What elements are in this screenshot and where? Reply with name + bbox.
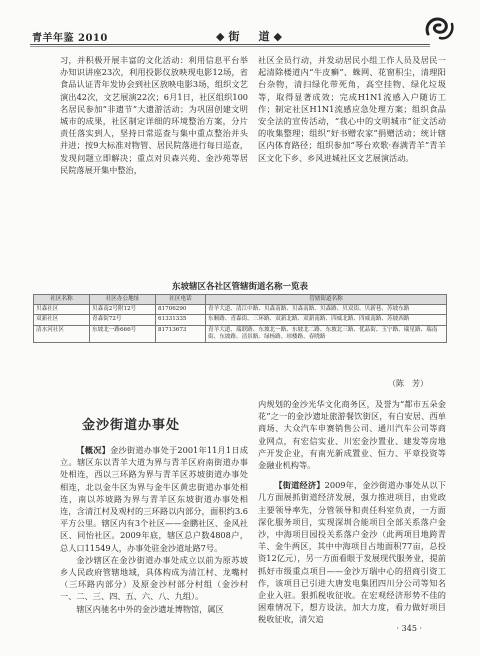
bottom-left-column [60,444,248,615]
paragraph-text: 金沙辖区在金沙街道办事处成立以前为原苏坡乡人民政府管辖地域，具体构成为清江村、龙嘴村（三环路内部分）及原金沙村部分村组（金沙村一、二、三、四、五、六、八、九组）。 [60,554,248,602]
paragraph [60,444,248,554]
table-row [34,315,447,325]
table-cell: 贝森南2号附12号 [90,305,156,315]
paragraph-label: 【街道经济】 [274,480,325,491]
header-rule [30,44,430,45]
table-cell: 清水河社区 [34,325,90,342]
table-row [34,325,447,342]
yearbook-title: 青羊年鉴 2010 [32,33,108,44]
table-cell: 81706290 [156,305,206,315]
table-header-cell: 管辖街道名称 [206,295,447,305]
table-cell: 贝森社区 [34,305,90,315]
swirl-logo-icon [422,12,456,46]
paragraph-text: 2009年，金沙街道办事处从以下几方面展抓街道经济发展，强力推进项目，由党政主要领导率先，分管领导和责任科室负责，一方面深化服务项目，实现深圳合能项目全部关系落户金沙，中海项目园投关系落户金沙（此两项目地跨青羊、金牛两区，其中中海项目占地面积77亩，总投资12亿元），另一方面看眼于发展现代服务业，提前抓好市级重点项目——金沙万瑞中心的招商引资工作，该项目已引进大唐发电集团四川分公司等知名企业入驻。狠抓税收征收。在宏观经济形势不佳的困难情况下，想方设法，加大力度，看力做好项目税收征收，清欠追 [258,480,446,625]
author-byline: （陈 芳） [388,379,428,388]
page-number: · 345 · [396,624,422,633]
paragraph-text: 金沙街道办事处于2001年11月1日成立。辖区东以青羊大道为界与青羊区府南街道办事处相连，西以三环路为界与青羊区苏坡街道办事处相连，北以金牛区为界与金牛区黄忠街道办事处相连，南以苏坡路为界与青羊区东坡街道办事处相连，含清江村及观村的三环路以内部分，面积约3.6平方公里。辖区内有3个社区——金鹏社区、金风社区、同怡社区。2009年底，辖区总户数4808户，总人口11549人，办事处驻金沙道址路7号。 [60,445,248,553]
bottom-right-column [258,398,446,626]
paragraph [258,479,446,625]
table-cell: 青羊大道、瑞联路、东坡北一路、东坡北二路、东坡北三路、优品街、玉宁路、瑞星路、瑞南街、东坡路、清景路、绿杨路、琼楼路、春晓路 [206,325,447,342]
table-header-cell: 社区办公地址 [90,295,156,305]
page-header [26,12,456,46]
table-cell: 东顺路、青森街、三环路、双新北路、双新南路、四威北路、四威南路、苏坡西路 [206,315,447,325]
top-left-column [60,54,248,176]
paragraph: 习，并积极开展丰富的文化活动：利用信息平台举办知识讲座23次，利用投影仪放映现电影12场，省食品认证青年发协会到社区放映电影3场，组织文艺演出42次，文艺展演22次；6月1日，社区组织100名居民参加“非遗节”大遗游活动；为巩固创建文明城市的成果，社区制定详细的环境整治方案，分片责任落实到人，坚持日常巡查与集中重点整治并头并进；按9大标准对物管、居民院落进行每日巡查，发现问题立即解决；重点对贝森兴苑、金沙苑等居民院落展开集中整治， [60,55,248,175]
paragraph [60,603,248,615]
table-header-cell: 社区电话 [156,295,206,305]
section-title: 金沙街道办事处 [81,418,180,433]
table-cell: 81713673 [156,325,206,342]
table-title: 东坡辖区各社区管辖街道名称一览表 [171,282,308,292]
table-header-row [34,295,447,305]
table-cell: 青羊大道、清江中路、贝森南路、贝森南路、贝森路、贝双街、贝新巷、苏坡东路 [206,305,447,315]
district-table [33,294,447,343]
paragraph-text: 辖区内驰名中外的金沙遗址博物馆，属区 [76,603,224,614]
table-header-cell: 社区名称 [34,295,90,305]
table-row [34,305,447,315]
header-rule-thin [30,46,430,47]
table-cell: 双新社区 [34,315,90,325]
paragraph [258,398,446,471]
table-cell: 东坡北一路666号 [90,325,156,342]
paragraph-label: 【概况】 [76,445,111,455]
table-cell: 青森街72号 [90,315,156,325]
paragraph: 社区全员行动，并发动居民小组工作人员及居民一起清除楼道内“牛皮癣”、蛛网、花窗积尘，清理阳台杂物，清扫绿化带死角，高空挂物、绿化垃圾等，取得显著成效；完成H1N1流感入户随访工作；制定社区H1N1流感应急处理方案；组织食品安全法的宣传活动，“我心中的文明城市”征文活动的收集整理；组织“好书赠农家”捐赠活动；统计辖区内体育路径；组织参加“琴台欢歌·春满青羊”青羊区文化下乡、乡风进城社区文艺展演活动。 [258,55,446,163]
paragraph [60,554,248,603]
table-cell: 61331335 [156,315,206,325]
top-right-column [258,54,446,164]
section-header: ◆街 道◆ [216,30,286,43]
paragraph-text: 内规划的金沙光华文化商务区，及誉为“都市五朵金花”之一的金沙遗址旅游餐饮街区，有白安居、西单商场、大众汽车申赛销售公司、通川汽车公司等商业网点，有宏信实业、川宏金沙置业、建发等房地产开发企业，有南光新成置业、恒力、平章投资等金融业机构等。 [258,399,446,471]
